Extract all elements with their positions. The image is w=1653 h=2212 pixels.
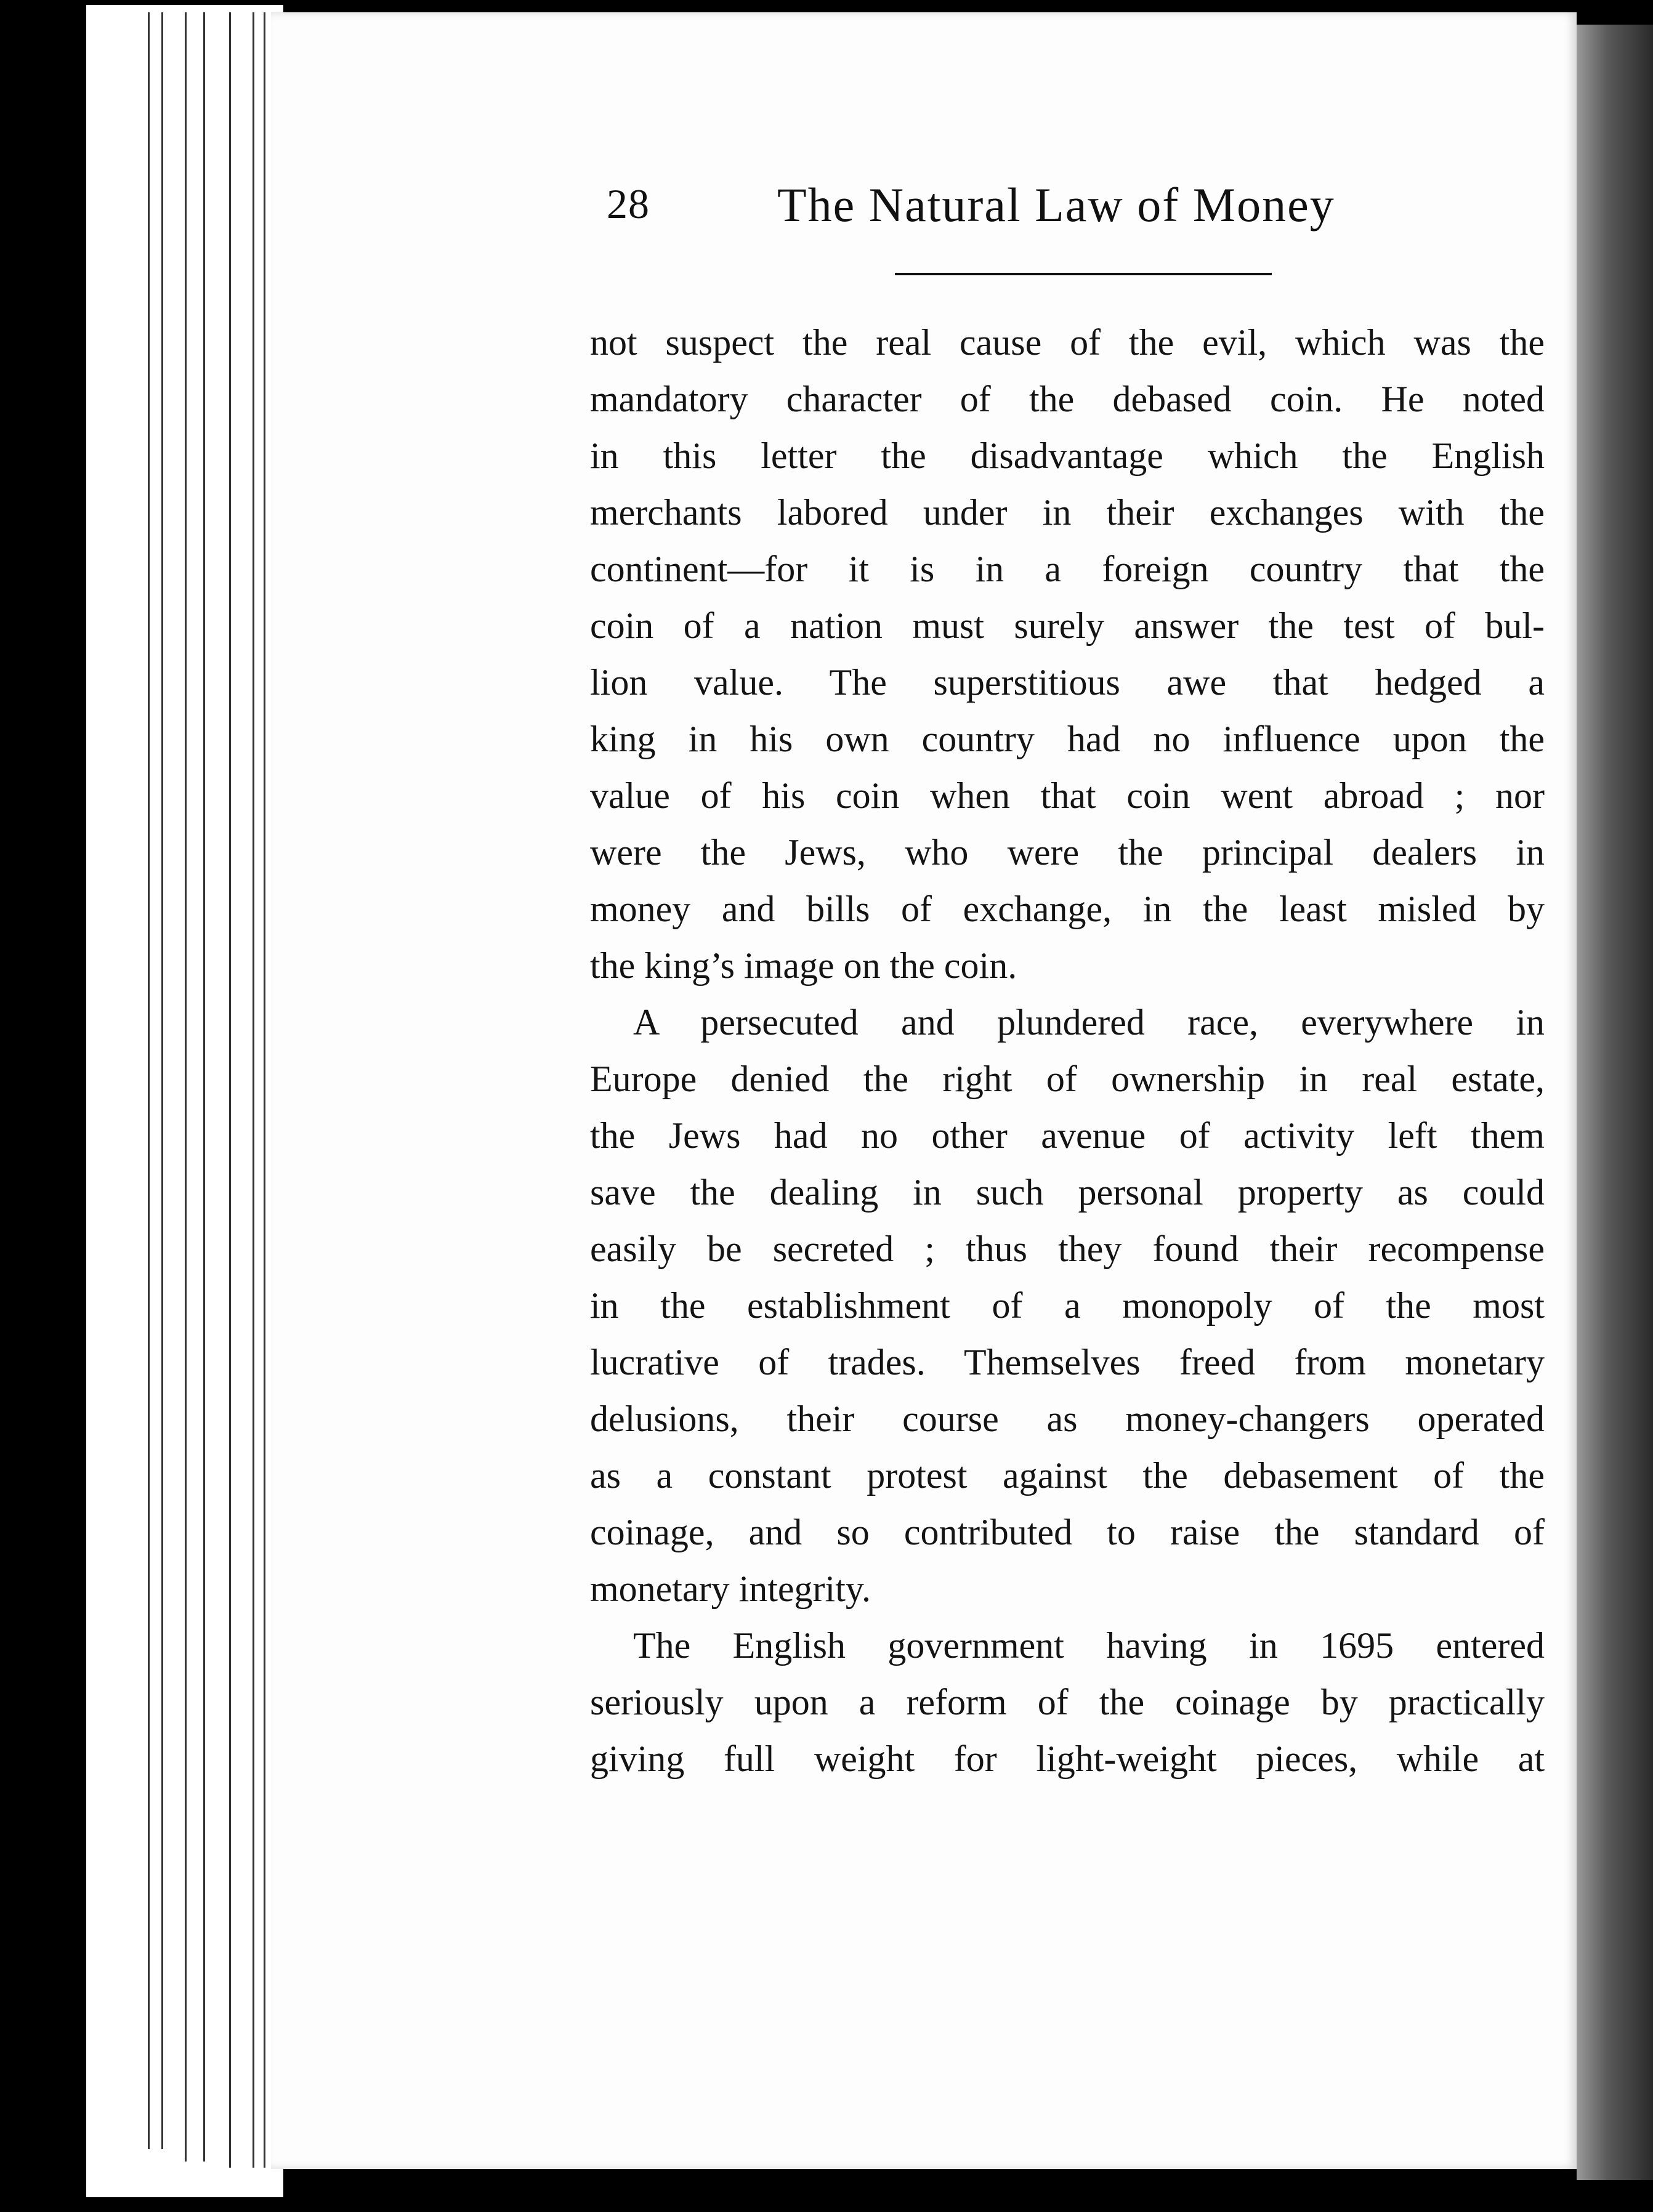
- binding-shadow: [1577, 25, 1653, 2180]
- text-line: in this letter the disadvantage which the English: [590, 435, 1545, 476]
- text-line: save the dealing in such personal property as could: [590, 1172, 1545, 1213]
- text-line: lucrative of trades. Themselves freed from monetary: [590, 1342, 1545, 1383]
- paragraph: [590, 1617, 1545, 1787]
- text-line: king in his own country had no influence upon the: [590, 719, 1545, 759]
- page-edge-line: [264, 12, 265, 2168]
- paragraph: [590, 314, 1545, 994]
- text-line: lion value. The superstitious awe that hedged a: [590, 662, 1545, 703]
- text-line: A persecuted and plundered race, everywhere in: [633, 1002, 1545, 1043]
- text-line: coinage, and so contributed to raise the standard of: [590, 1512, 1545, 1552]
- text-line: easily be secreted ; thus they found their recompense: [590, 1229, 1545, 1269]
- text-line: the Jews had no other avenue of activity left them: [590, 1115, 1545, 1156]
- text-line: seriously upon a reform of the coinage by practically: [590, 1682, 1545, 1722]
- text-line: not suspect the real cause of the evil, which was the: [590, 322, 1545, 363]
- page-edge-line: [148, 12, 150, 2149]
- text-line: mandatory character of the debased coin. He noted: [590, 379, 1545, 419]
- text-line: giving full weight for light-weight pieces, while at: [590, 1738, 1545, 1779]
- body-text: [590, 314, 1545, 1787]
- text-line: in the establishment of a monopoly of the most: [590, 1285, 1545, 1326]
- text-line: merchants labored under in their exchanges with the: [590, 492, 1545, 533]
- page-edge-line: [253, 12, 254, 2168]
- page-edge-line: [185, 12, 187, 2162]
- text-line: monetary integrity.: [590, 1568, 871, 1609]
- text-line: as a constant protest against the debasement of the: [590, 1455, 1545, 1496]
- text-line: delusions, their course as money-changers operated: [590, 1399, 1545, 1439]
- text-line: The English government having in 1695 entered: [633, 1625, 1545, 1666]
- text-line: coin of a nation must surely answer the test of bul-: [590, 605, 1545, 646]
- page-number: 28: [607, 180, 650, 227]
- text-line: were the Jews, who were the principal dealers in: [590, 832, 1545, 873]
- running-head: The Natural Law of Money: [777, 178, 1335, 232]
- page-edge-line: [229, 12, 231, 2168]
- header-rule: [895, 273, 1272, 275]
- page-edge-line: [203, 12, 205, 2162]
- text-line: money and bills of exchange, in the least misled by: [590, 889, 1545, 929]
- page-edge-line: [161, 12, 163, 2149]
- paragraph: [590, 994, 1545, 1617]
- text-line: continent—for it is in a foreign country that the: [590, 549, 1545, 589]
- text-line: value of his coin when that coin went abroad ; nor: [590, 775, 1545, 816]
- text-line: the king’s image on the coin.: [590, 945, 1017, 986]
- text-line: Europe denied the right of ownership in real estate,: [590, 1059, 1545, 1099]
